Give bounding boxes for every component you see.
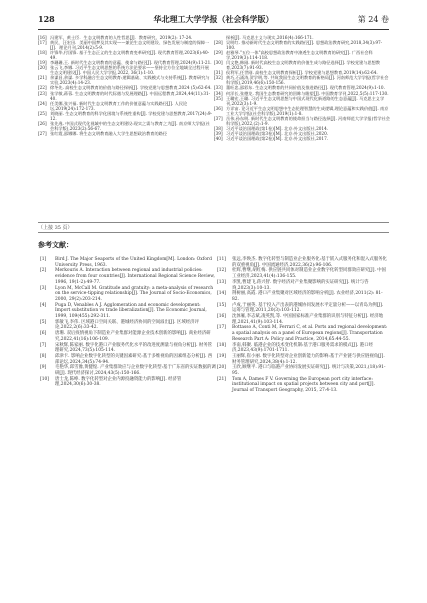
reference-item <box>40 303 216 320</box>
reference-text: 黄民，汪宏田．美丽中国梦及其实现——兼论生态文明建设、绿色发展与制度的保障一[J]．理论月刊,2014(2):5-9. <box>50 40 210 51</box>
reference-item <box>214 106 390 116</box>
reference-item <box>40 343 216 354</box>
reference-text: 岳伟,孙东明. 新时代生态文明教育的使命担当与路径选择[J]. 河南师范大学学报(哲学社会科学版),2022,(2):1-9. <box>226 115 390 126</box>
reference-item <box>217 314 389 325</box>
reference-text: 侯利军,任世刚. 高校生态文明教育探析[J]. 学校党建与思想教育,2019(14):62-64. <box>226 70 378 76</box>
reference-text: 赵雅琴."五位一体"高校思想政治教育中渗透生态文明教育的研究[J]. 广西社会科学,2019(3):114-118. <box>226 50 373 61</box>
reference-text: 唐珊. 双后疫情视角下制造业产业集群对能源企业技术创新的影响[J]. 商业经济研究,2022,41(16):106-109. <box>55 331 211 342</box>
reference-number: [35] <box>214 95 223 101</box>
reference-number: [15] <box>217 302 227 308</box>
reference-number: [21] <box>38 75 47 81</box>
reference-text: 习近平谈治国理政(第1卷)[M]. 北京:外文出版社,2014. <box>226 125 329 131</box>
header-rule <box>38 29 389 30</box>
reference-item <box>217 343 389 354</box>
reference-text: 闫文艳,韩刚. 新时代高校生态文明教育的价值生成与路径选择[J]. 学校党建与思想教育,2023(7):91-93. <box>226 60 380 71</box>
reference-text: 探析[J]. 马克思主义与现实,2016(4):166-171. <box>226 35 314 40</box>
reference-item <box>40 331 216 342</box>
reference-number: [1] <box>40 257 47 262</box>
divider-top <box>38 222 389 223</box>
reference-number: [24] <box>38 100 47 106</box>
reference-number: [37] <box>214 115 223 121</box>
reference-number: [9] <box>40 365 47 371</box>
reference-text: 董旺忠,邵彩东. 生态文明教育的共同价值及推进路径[J]. 现代教育管理,2024(9):1-10. <box>226 85 385 91</box>
reference-text: 习近平谈治国理政(第3卷)[M]. 北京:外文出版社,2020. <box>226 130 329 136</box>
reference-number: [18] <box>217 342 227 348</box>
reference-number: [19] <box>217 353 227 359</box>
reference-text: 刘晓丽. 生态文明教育的科学化困境与系统性重构[J]. 学校党建与思想教育,2017(24):9-12. <box>50 110 212 121</box>
reference-text: 徐冬先. 高校生态文明教育的价值与路径探析[J]. 学校党建与思想教育,2024 (5):62-64. <box>50 85 212 91</box>
references-right-column <box>217 257 389 394</box>
reference-item <box>38 75 213 85</box>
reference-number: [40] <box>214 135 223 141</box>
reference-text: 李珊珊,王. 新时代生态文明教育的意蕴、使命与路径[J]. 现代教育管理,2024(9):11-21. <box>50 60 212 66</box>
reference-text: 卢成,于丽英. 基于投入产出表的港城协同发展水平定量分析——以青岛为例[J]. 运筹与管理,2011,20(3):103-112. <box>232 302 384 314</box>
reference-number: [33] <box>214 85 223 91</box>
reference-item <box>40 286 216 303</box>
reference-number: [31] <box>214 70 223 76</box>
reference-text: 沈体雁,李志斌,凌英凯,等. 中国国家标准产业集群的识别与特征分析[J]. 经济地理,2021,41(9):103-114. <box>232 314 384 325</box>
reference-text: 张学敏,蒋蓉. 生态文明教育的时代际遇与发展理路[J]. 中国远程教育,2024,44(11):31-40. <box>50 90 211 101</box>
page-number: 128 <box>38 14 55 24</box>
reference-number: [19] <box>38 60 47 66</box>
reference-text: 李南,韩聚. 临港企业的技术变化机制:基于港口服务需求的模式[J]. 港口经济,2023,43(9):1701-1711. <box>232 342 373 354</box>
reference-text: Bottasso A, Conti M, Ferrari C, et al. Ports and regional development: a spatial analysis on a panel of European regions[J]. Transportation Research Part A: Policy and Practice, 2014,65:44-55. <box>232 325 388 342</box>
reference-item <box>217 303 389 314</box>
reference-number: [18] <box>38 50 47 56</box>
reference-text: 何洋长,张德龙. 我国生态教育研究的回眸与瞻望[J]. 中国教育学刊,2022,5(5):117-130. <box>226 90 389 96</box>
continuation-refs-right <box>214 35 390 141</box>
reference-number: [39] <box>214 130 223 136</box>
reference-number: [29] <box>214 50 223 56</box>
reference-item <box>214 60 390 70</box>
reference-text: 李凯,曹建飞,蒋兴智. 数字经济对产业集聚影响的实证研究[J]. 统计与咨询,2023(3):10-13. <box>232 279 369 291</box>
reference-item <box>214 116 390 126</box>
reference-number: [20] <box>217 365 227 371</box>
reference-item <box>214 136 390 141</box>
reference-item <box>40 268 216 285</box>
reference-text: 邱津卡. 影响企业数字化转型的关键因素研究:基于多维视角的因素组态分析[J]. 西部论坛,2024,34(5):74-94. <box>55 353 213 365</box>
reference-item <box>38 50 213 60</box>
references-left-column <box>40 257 216 388</box>
continuation-note: （上接 35 页） <box>38 225 73 231</box>
reference-number: [12] <box>217 268 227 274</box>
reference-number: [22] <box>38 85 47 91</box>
reference-text: 王欣,顾继平. 港口与临港产业协同发展实证研究[J]. 统计与决策,2021,(18):91-95. <box>232 365 386 377</box>
reference-item <box>217 354 389 365</box>
reference-number: [8] <box>40 353 47 359</box>
reference-number: [4] <box>40 302 47 308</box>
reference-item <box>217 377 389 394</box>
reference-item <box>38 91 213 101</box>
reference-item <box>38 131 213 136</box>
reference-item <box>40 320 216 331</box>
journal-title: 华北理工大学学报（社会科学版） <box>153 13 274 24</box>
reference-text: 唐士龙,陈峥. 数字化转型对企业内源投融资能力的影响[J]. 经济管理,2024,30(6):30-38. <box>55 376 182 388</box>
reference-text: 任美娜,张兴福. 新时代生态文明教育工作的价值意蕴与实践路径[J]. 人民论坛,2019(24):172-173. <box>50 100 188 111</box>
reference-number: [14] <box>217 291 227 297</box>
reference-item <box>217 365 389 376</box>
reference-text: Lyon M, McCall M. Gratitude and gratuity: a meta-analysis of research on the service-tipping relationship[J]. The Journal of Socio-Economics, 2000, 29(2):203-214. <box>55 285 214 302</box>
reference-text: Merkouris A. Interaction between regional and industrial policies: evidence from four countries[J]. International Regional Science Review, 1996, 19(1-2):49-77. <box>55 268 215 285</box>
reference-item <box>217 325 389 342</box>
reference-number: [17] <box>38 40 47 46</box>
reference-text: 冯建军，黄士臣．生态文明教育的人性哲思[J]．教育研究，2019(2): 17-24. <box>50 35 193 40</box>
divider-bottom <box>38 232 389 233</box>
reference-number: [17] <box>217 325 227 331</box>
reference-number: [2] <box>40 268 47 274</box>
reference-number: [16] <box>38 35 47 40</box>
reference-item <box>38 121 213 131</box>
reference-text: 黄巧,石涌涛,贺学明,等. 共筑我国生态文明教育的新格局[J]. 河南师范大学学报(哲学社会科学版),2019,46(6):150-156. <box>226 75 389 86</box>
reference-text: 方详宙. 论习近平生态文明思想中生态伦理智慧的生成逻辑,理论意蕴和实践价值[J]. 南京工业大学学报(社会科学版),2019(1):1-8. <box>226 105 389 116</box>
reference-item <box>214 96 390 106</box>
reference-text: 杜辉,曹继,胡红梅. 供应链共同体对制造业企业数字化转型同群效应研究[J]. 中国工业经济,2023,41(4):136-155. <box>232 268 387 280</box>
reference-text: 张先逸. 中国式现代化视域中的生态文明建设:现实之需与教育之为[J]. 南京师大学报(社会科学版),2023(2):56-67. <box>50 120 210 131</box>
reference-text: Bird J. The Major Seaports of the United Kingdom[M]. London: Oxford University Press, 1963. <box>55 257 212 268</box>
reference-number: [6] <box>40 331 47 337</box>
reference-item <box>217 268 389 279</box>
reference-number: [30] <box>214 60 223 66</box>
page-header <box>38 12 389 26</box>
reference-text: 余谋昌,余谋. 多学科融合生态文明教育:逻辑基础、实践模式与支持系统[J]. 教育研究与实验,2023(4):14-23. <box>50 75 210 86</box>
reference-number: [28] <box>214 40 223 46</box>
reference-item <box>40 377 216 388</box>
reference-number: [36] <box>214 105 223 111</box>
reference-text: Puga D, Venables A J. Agglomeration and economic development: Import substitution vs trade liberalization[J]. The Economic Journal, 1999, 109(455):292-311. <box>55 302 207 320</box>
reference-number: [20] <box>38 65 47 71</box>
volume-label: 第 24 卷 <box>357 14 389 24</box>
reference-text: 荆树丽,高霞. 港口产业集聚对区域经济的影响分析[J]. 农业经济,2011(2): 81-82. <box>232 291 383 302</box>
reference-text: 吴明红. 推动新时代生态文明教育的实践路径[J]. 思想政治教育研究,2018,34(3):97-100. <box>226 40 383 51</box>
reference-item <box>214 40 390 50</box>
reference-number: [5] <box>40 319 47 325</box>
reference-text: 习近平谈治国理政(第2卷)[M]. 北京:外文出版社,2017. <box>226 135 329 141</box>
reference-number: [23] <box>38 90 47 96</box>
reference-item <box>38 65 213 75</box>
reference-number: [25] <box>38 110 47 116</box>
reference-item <box>217 291 389 302</box>
reference-item <box>38 101 213 111</box>
reference-number: [10] <box>40 376 50 382</box>
reference-text: 张远,李焕杰. 数字化转型与制造业企业服务化:基于嵌入式服务化和混入式服务化的双重视角[J]. 中国流通经济,2022,36(2):96-106. <box>232 257 387 268</box>
reference-text: 许锋华,付国锋. 基于生态正义的生态文明教育变革研究[J]. 现代教育管理,2023(6):40-49. <box>50 50 210 61</box>
reference-item <box>40 257 216 268</box>
reference-number: [16] <box>217 314 227 320</box>
reference-text: 张红霞,邵娜娜. 将生态文明教育融入大学生思想政治教育的路径 <box>50 130 168 136</box>
reference-number: [13] <box>217 279 227 285</box>
reference-text: 郭敏飞,李伟. 区域港口空间关联、港城经济协同的空间溢出[J]. 区域经济评论,2022,2(6):33-42. <box>55 319 199 331</box>
reference-text: 张云飞,李娜. 习近平生态文明思想的系统方法论要求——坚持全方位全地域全过程开展生态文明建设[J]. 中国人民大学学报,2022, 36(1):1-10. <box>50 65 209 76</box>
reference-item <box>217 257 389 268</box>
reference-text: 毛艳华,邱雪豫,黄健煌. 产业集群效应与企业数字化转型:基于广东省的实证数据的调研[J]. 现代经济探讨,2024,43(5):150-166. <box>55 365 216 377</box>
section-title: 参考文献： <box>38 240 73 249</box>
reference-item <box>214 50 390 60</box>
reference-number: [32] <box>214 75 223 81</box>
reference-number: [7] <box>40 342 47 348</box>
reference-item <box>214 75 390 85</box>
reference-number: [3] <box>40 285 47 291</box>
reference-text: 王璐宏,王璐. 习近平生态文明思想与中国式现代化新道路的生态意蕴[J]. 马克思主义学刊,2022(3):1-9. <box>226 95 385 106</box>
reference-number: [11] <box>217 257 227 262</box>
reference-number: [38] <box>214 125 223 131</box>
reference-item <box>217 280 389 291</box>
reference-number: [21] <box>217 376 227 382</box>
reference-item <box>38 111 213 121</box>
reference-item <box>40 365 216 376</box>
reference-text: 宋秋辉,陈家丽. 数字化港口产业服务代化水平的改进度测量与视角分析[J]. 财务管理研究,2024,73(5):105-114. <box>55 342 213 354</box>
reference-text: 王丽辉,崔小丽. 数字化转型对企业创新能力的影响:基于产业链与供应链视角[J]. 财务管理研究,2024,38(4):1-12. <box>232 353 385 365</box>
reference-item <box>38 40 213 50</box>
reference-item <box>40 354 216 365</box>
reference-number: [26] <box>38 120 47 126</box>
reference-number: [34] <box>214 90 223 96</box>
reference-text: Tom A, Dames F V. Governing the European port city interface: institutional impact on spatial projects between city and port[J]. Journal of Transport Geography, 2015, 27:4-13. <box>232 376 375 394</box>
reference-number: [27] <box>38 130 47 136</box>
continuation-refs-left <box>38 35 213 136</box>
